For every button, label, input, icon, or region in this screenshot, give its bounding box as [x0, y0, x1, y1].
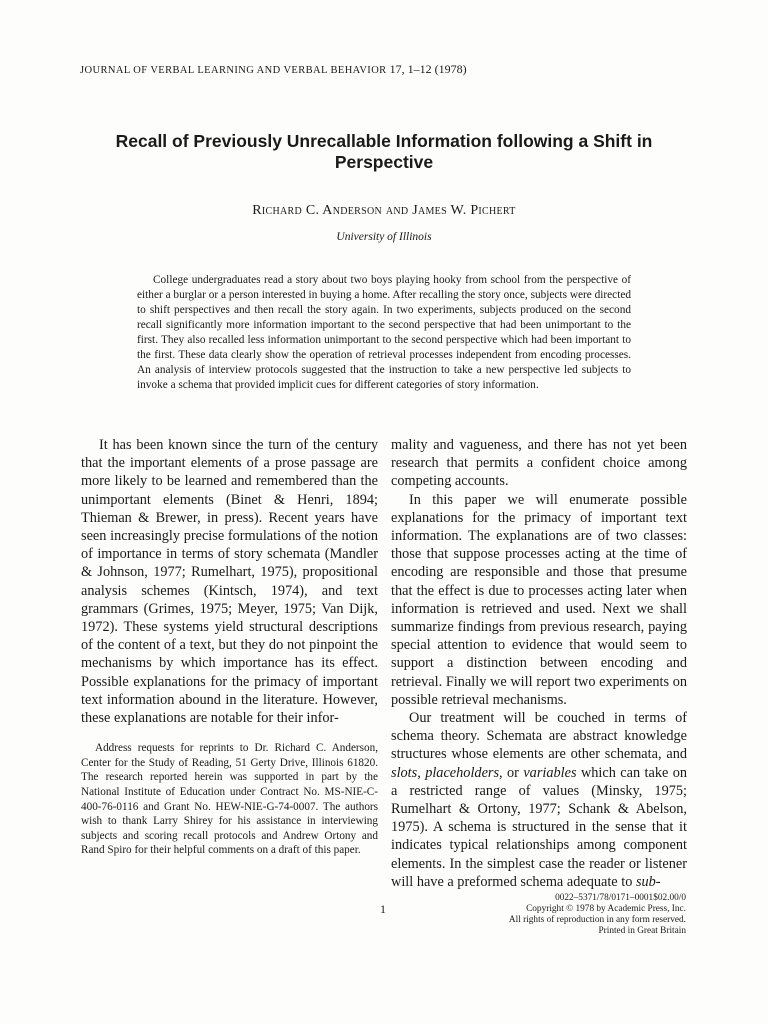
- body-paragraph: In this paper we will enumerate possible explanations for the primacy of important text information. The explanations are of two classes: those that suppose processes acting at the time of encoding are responsible and those that presume that the effect is due to processes acting later when information is retrieved and used. Next we shall summarize findings from previous research, paying special attention to evidence that would seem to support a distinction between encoding and retrieval. Finally we will report two experiments on possible retrieval mechanisms.: [391, 491, 687, 708]
- journal-header: [80, 62, 467, 77]
- body-text: which can take on a restricted range of values (Minsky, 1975; Rumelhart & Ortony, 1977; Schank & Abelson, 1975). A schema is structured in the sense that it indicates typical relationships among component elements. In the simplest case the reader or listener will have a preformed schema adequate to: [391, 764, 688, 890]
- body-column-left: [81, 436, 378, 858]
- abstract: College undergraduates read a story about two boys playing hooky from school from the perspective of either a burglar or a person interested in buying a home. After recalling the story once, subjects were directed to shift perspectives and then recall the story again. In two experiments, subjects produced on the second recall significantly more information important to the second perspective that had been unimportant to the first. They also recalled less information unimportant to the second perspective which had been important to the first. These data clearly show the operation of retrieval processes independent from encoding processes. An analysis of interview protocols suggested that the instruction to take a new perspective led subjects to invoke a schema that provided implicit cues for different categories of story information.: [137, 274, 631, 391]
- paper-authors: Richard C. Anderson and James W. Pichert: [252, 203, 516, 218]
- body-paragraph: mality and vagueness, and there has not yet been research that permits a confident choice among competing accounts.: [391, 437, 687, 490]
- body-text-italic: sub-: [635, 873, 661, 890]
- body-text-italic: slots, placeholders,: [391, 764, 503, 781]
- author-affiliation: University of Illinois: [336, 231, 432, 243]
- paper-title: Recall of Previously Unrecallable Information following a Shift in Perspective: [115, 131, 653, 172]
- copyright-block: [406, 893, 686, 937]
- body-text: or: [502, 764, 524, 781]
- author-footnote: Address requests for reprints to Dr. Richard C. Anderson, Center for the Study of Reading, 51 Gerty Drive, Illinois 61820. The research reported herein was supported in part by the National Institute of Education under Contract No. MS-NIE-C-400-76-0116 and Grant No. HEW-NIE-G-74-0007. The authors wish to thank Larry Shirey for his assistance in interviewing subjects and scoring recall protocols and Andrew Ortony and Rand Spiro for their helpful comments on a draft of this paper.: [81, 742, 378, 857]
- printed-notice: Printed in Great Britain: [598, 926, 686, 936]
- page-number: 1: [380, 902, 386, 916]
- copyright-notice: Copyright © 1978 by Academic Press, Inc.: [526, 904, 686, 914]
- body-text-italic: variables: [523, 764, 577, 781]
- rights-notice: All rights of reproduction in any form reserved.: [508, 915, 686, 925]
- body-paragraph: [391, 709, 687, 891]
- body-paragraph: It has been known since the turn of the century that the important elements of a prose passage are more likely to be learned and remembered than the unimportant elements (Binet & Henri, 1894; Thieman & Brewer, in press). Recent years have seen increasingly precise formulations of the notion of importance in terms of story schemata (Mandler & Johnson, 1977; Rumelhart, 1975), propositional analysis schemes (Kintsch, 1974), and text grammars (Grimes, 1975; Meyer, 1975; Van Dijk, 1972). These systems yield structural descriptions of the content of a text, but they do not pinpoint the mechanisms by which importance has its effect. Possible explanations for the primacy of important text information abound in the literature. However, these explanations are notable for their infor-: [81, 437, 378, 727]
- journal-name: JOURNAL OF VERBAL LEARNING AND VERBAL BEHAVIOR: [80, 65, 387, 76]
- issn-code: 0022–5371/78/0171–0001$02.00/0: [555, 893, 686, 903]
- body-text: Our treatment will be couched in terms of schema theory. Schemata are abstract knowledge structures whose elements are other schemata, and: [391, 710, 687, 763]
- body-column-right: [391, 436, 687, 891]
- journal-volume: 17, 1–12 (1978): [389, 62, 467, 76]
